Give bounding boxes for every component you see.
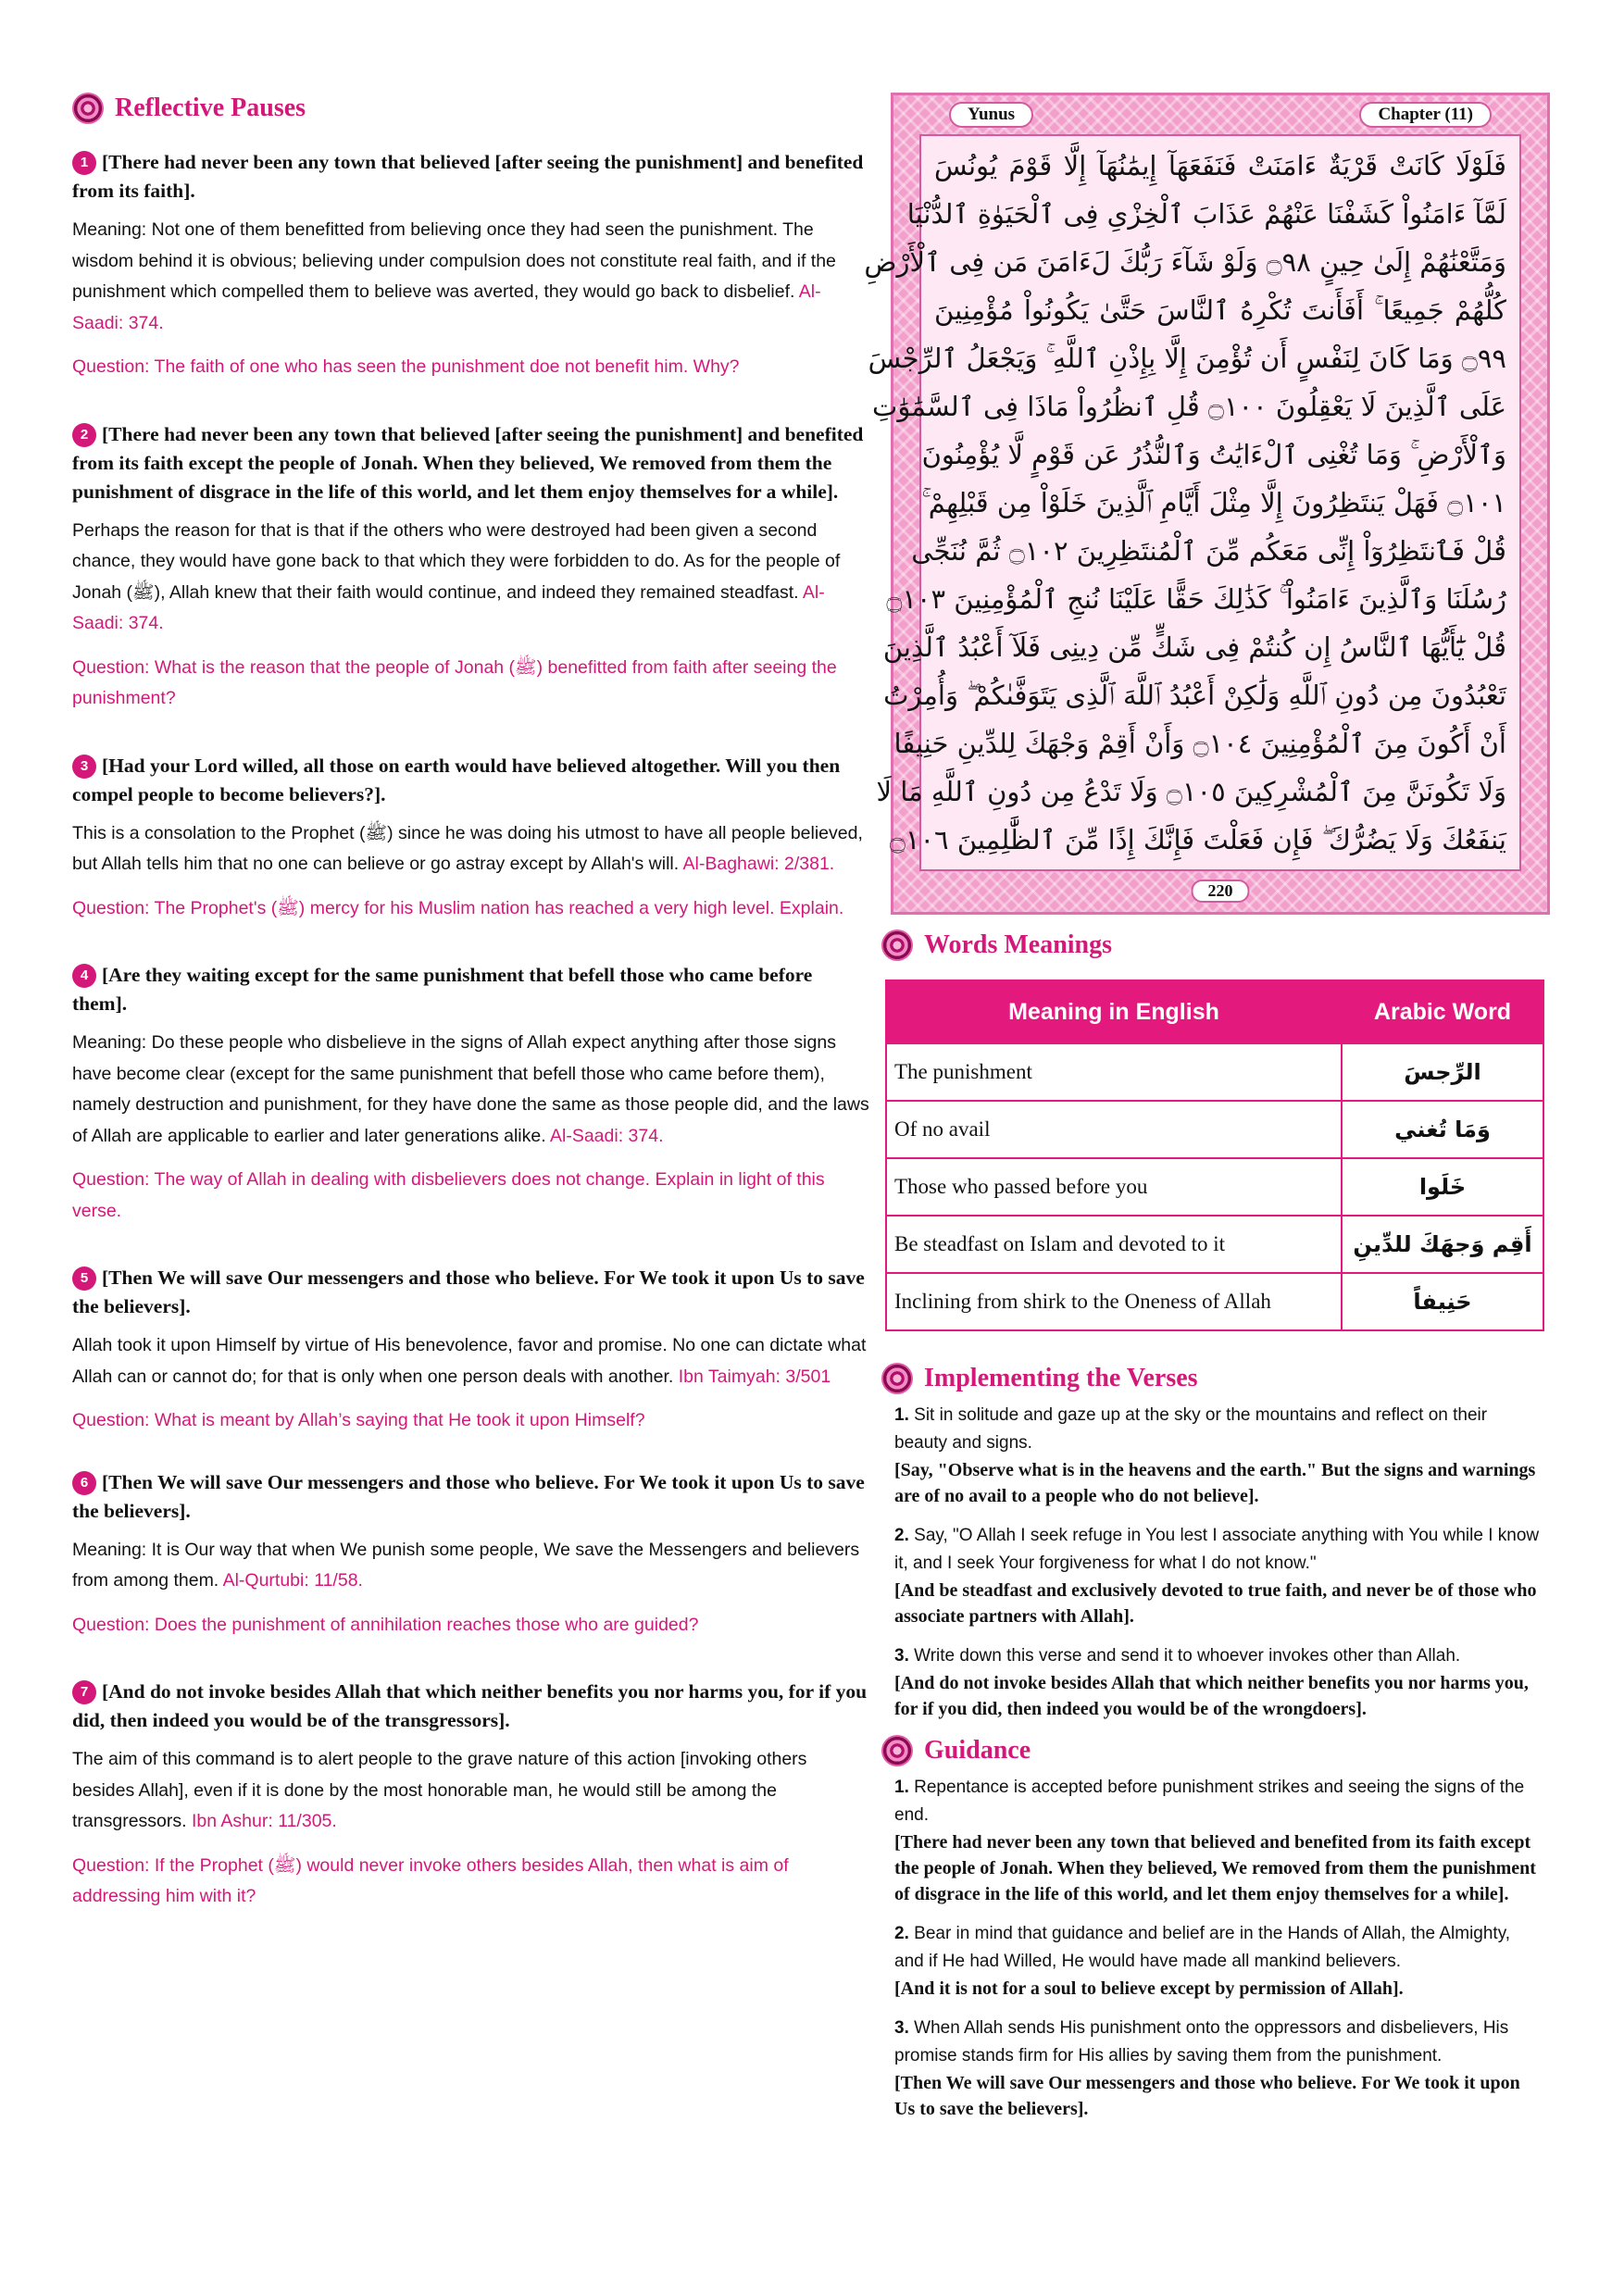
list-item — [894, 1774, 1543, 1907]
verse-quote: [And it is not for a soul to believe except by permission of Allah]. — [894, 1978, 1404, 1999]
quran-line: وَلَا تَكُونَنَّ مِنَ ٱلْمُشْرِكِينَ ۝١٠٥ وَلَا تَدْعُ مِن دُونِ ٱللَّهِ مَا لَا — [876, 776, 1506, 807]
quran-line: يَنفَعُكَ وَلَا يَضُرُّكَ ۖ فَإِن فَعَلْتَ فَإِنَّكَ إِذًا مِّنَ ٱلظَّٰلِمِينَ ۝١٠٦ — [889, 824, 1506, 855]
quran-line: ۝٩٩ وَمَا كَانَ لِنَفْسٍ أَن تُؤْمِنَ إِلَّا بِإِذْنِ ٱللَّهِ ۚ وَيَجْعَلُ ٱلرِّجْسَ — [868, 343, 1506, 374]
commentary-text: Meaning: Not one of them benefitted from believing once they had seen the punishment. The wisdom behind it is obvious; believing under compulsion does not constitute real faith, and if the punishment which compelled them to believe was averted, they would go back to disbelief. — [72, 219, 836, 302]
commentary — [72, 516, 870, 640]
table-row — [886, 1273, 1543, 1330]
english-meaning: Those who passed before you — [886, 1158, 1342, 1216]
reflection-item-3 — [72, 752, 870, 925]
quran-page-header — [949, 101, 1492, 129]
quran-line: عَلَى ٱلَّذِينَ لَا يَعْقِلُونَ ۝١٠٠ قُلِ ٱنظُرُواْ مَاذَا فِى ٱلسَّمَٰوَٰتِ — [872, 391, 1506, 422]
verse-quote: [There had never been any town that believed [after seeing the punishment] and benefited from its faith except the people of Jonah. When they believed, We removed from them the punishment of disgrace in the life of this world, and let them enjoy themselves for a while]. — [72, 422, 864, 503]
rosette-icon — [881, 930, 913, 961]
item-number: 1. — [894, 1778, 909, 1797]
commentary — [72, 1330, 870, 1392]
table-row — [886, 1101, 1543, 1158]
rosette-icon — [72, 93, 104, 124]
question: Question: The Prophet's (ﷺ) mercy for his Muslim nation has reached a very high level. Explain. — [72, 897, 844, 918]
quran-line: وَٱلْأَرْضِ ۚ وَمَا تُغْنِى ٱلْءَايَٰتُ وَٱلنُّذُرُ عَن قَوْمٍ لَّا يُؤْمِنُونَ — [921, 439, 1506, 470]
quran-text-frame — [864, 134, 1521, 871]
quran-line: أَنْ أَكُونَ مِنَ ٱلْمُؤْمِنِينَ ۝١٠٤ وَأَنْ أَقِمْ وَجْهَكَ لِلدِّينِ حَنِيفًا — [893, 728, 1506, 759]
table-row — [886, 1158, 1543, 1216]
verse-text — [72, 1468, 870, 1526]
list-item — [894, 1402, 1543, 1509]
page-number: 220 — [1192, 880, 1250, 903]
english-meaning: Inclining from shirk to the Oneness of Allah — [886, 1273, 1342, 1330]
verse-text — [72, 752, 870, 809]
verse-text — [72, 1678, 870, 1735]
source-reference: Al-Saadi: 374. — [72, 581, 825, 633]
verse-quote: [And do not invoke besides Allah that which neither benefits you nor harms you, for if you did, then indeed you would be of the transgressors]. — [72, 1680, 868, 1731]
item-number: 2. — [894, 1924, 909, 1943]
guidance-list — [894, 1774, 1543, 2122]
verse-text — [72, 961, 870, 1018]
verse-text — [72, 420, 870, 506]
commentary-text: The aim of this command is to alert people to the grave nature of this action [invoking others besides Allah], even if it is done by the most honorable man, he would still be among the transgressors. — [72, 1749, 807, 1831]
question: Question: What is the reason that the people of Jonah (ﷺ) benefitted from faith after seeing the punishment? — [72, 656, 837, 708]
source-reference: Al-Saadi: 374. — [550, 1125, 664, 1146]
section-title: Implementing the Verses — [924, 1364, 1198, 1392]
verse-quote: [Then We will save Our messengers and those who believe. For We took it upon Us to save the believers]. — [72, 1267, 865, 1317]
quran-line: قُلْ فَٱنتَظِرُوٓاْ إِنِّى مَعَكُم مِّنَ ٱلْمُنتَظِرِينَ ۝١٠٢ ثُمَّ نُنَجِّى — [911, 535, 1506, 567]
quran-line: ۝١٠١ فَهَلْ يَنتَظِرُونَ إِلَّا مِثْلَ أَيَّامِ ٱلَّذِينَ خَلَوْاْ مِن قَبْلِهِمْ ۚ — [921, 487, 1506, 518]
implementing-list — [894, 1402, 1543, 1722]
item-text: Repentance is accepted before punishment strikes and seeing the signs of the end. — [894, 1778, 1525, 1825]
quran-page — [864, 93, 1550, 915]
item-number: 1. — [894, 1405, 909, 1425]
rosette-icon — [881, 1735, 913, 1766]
right-column — [881, 930, 1548, 2135]
quran-line: كُلُّهُمْ جَمِيعًا ۚ أَفَأَنتَ تُكْرِهُ ٱلنَّاسَ حَتَّىٰ يَكُونُواْ مُؤْمِنِينَ — [934, 294, 1506, 326]
verse-quote: [Then We will save Our messengers and those who believe. For We took it upon Us to save the believers]. — [72, 1470, 865, 1522]
verse-quote: [Are they waiting except for the same punishment that befell those who came before them]. — [72, 964, 813, 1015]
commentary — [72, 1535, 870, 1597]
reflection-item-5 — [72, 1264, 870, 1437]
list-item — [894, 2015, 1543, 2122]
table-row — [886, 1216, 1543, 1273]
arabic-word: أَقِم وَجهَكَ للدِّينِ — [1342, 1216, 1543, 1273]
commentary-text: Perhaps the reason for that is that if the others who were destroyed had been given a second chance, they would have gone back to that which they were forbidden to do. As for the people of Jonah (ﷺ), Allah knew that their faith would continue, and indeed they remained steadfast. — [72, 519, 841, 603]
section-title: Guidance — [924, 1736, 1031, 1765]
words-meanings-heading — [881, 930, 1548, 961]
source-reference: Al-Baghawi: 2/381. — [682, 854, 835, 874]
section-title: Reflective Pauses — [115, 94, 306, 122]
commentary-text: Allah took it upon Himself by virtue of His benevolence, favor and promise. No one can dictate what Allah can or cannot do; for that is only when one person deals with another. — [72, 1335, 867, 1387]
item-number: 2. — [894, 1526, 909, 1545]
commentary-text: This is a consolation to the Prophet (ﷺ) since he was doing his utmost to have all people believed, but Allah tells him that no one can believe or go astray except by Allah's will. — [72, 822, 863, 874]
quran-line: قُلْ يَٰٓأَيُّهَا ٱلنَّاسُ إِن كُنتُمْ فِى شَكٍّ مِّن دِينِى فَلَآ أَعْبُدُ ٱلَّذِينَ — [882, 631, 1506, 663]
verse-quote: [Say, "Observe what is in the heavens and the earth." But the signs and warnings are of no avail to a people who do not believe]. — [894, 1460, 1536, 1506]
source-reference: Al-Qurtubi: 11/58. — [222, 1570, 363, 1591]
chapter-number: Chapter (11) — [1359, 102, 1492, 128]
verse-quote: [And be steadfast and exclusively devoted to true faith, and never be of those who associate partners with Allah]. — [894, 1580, 1537, 1627]
question: Question: The way of Allah in dealing with disbelievers does not change. Explain in light of this verse. — [72, 1169, 825, 1221]
verse-quote: [And do not invoke besides Allah that which neither benefits you nor harms you, for if you did, then indeed you would be of the wrongdoers]. — [894, 1673, 1529, 1719]
words-meanings-table — [885, 980, 1544, 1331]
question: Question: If the Prophet (ﷺ) would never invoke others besides Allah, then what is aim of addressing him with it? — [72, 1854, 789, 1906]
commentary — [72, 818, 870, 880]
english-meaning: The punishment — [886, 1043, 1342, 1101]
implementing-heading — [881, 1363, 1548, 1394]
verse-quote: [There had never been any town that believed and benefited from its faith except the people of Jonah. When they believed, We removed from them the punishment of disgrace in the life of this world, and let them enjoy themselves for a while]. — [894, 1832, 1536, 1904]
item-number: 6 — [72, 1471, 96, 1495]
question: Question: What is meant by Allah’s saying that He took it upon Himself? — [72, 1410, 645, 1430]
item-number: 2 — [72, 423, 96, 447]
quran-line: رُسُلَنَا وَٱلَّذِينَ ءَامَنُواْ ۚ كَذَٰلِكَ حَقًّا عَلَيْنَا نُنجِ ٱلْمُؤْمِنِينَ ۝١٠٣ — [886, 583, 1506, 615]
item-number: 3. — [894, 2018, 909, 2038]
commentary — [72, 1028, 870, 1152]
list-item — [894, 1920, 1543, 2002]
item-number: 7 — [72, 1680, 96, 1704]
reflection-item-4 — [72, 961, 870, 1227]
column-header-arabic: Arabic Word — [1342, 980, 1543, 1043]
item-number: 3. — [894, 1646, 909, 1666]
arabic-word: وَمَا تُغني — [1342, 1101, 1543, 1158]
commentary — [72, 1744, 870, 1838]
item-number: 1 — [72, 151, 96, 175]
source-reference: Al-Saadi: 374. — [72, 281, 821, 333]
quran-line: وَمَتَّعْنَٰهُمْ إِلَىٰ حِينٍ ۝٩٨ وَلَوْ شَآءَ رَبُّكَ لَءَامَنَ مَن فِى ٱلْأَرْضِ — [864, 246, 1506, 278]
source-reference: Ibn Ashur: 11/305. — [191, 1811, 337, 1831]
reflection-item-6 — [72, 1468, 870, 1641]
verse-text — [72, 1264, 870, 1321]
question: Question: The faith of one who has seen the punishment doe not benefit him. Why? — [72, 356, 740, 377]
section-title: Words Meanings — [924, 930, 1113, 959]
table-header-row — [886, 980, 1543, 1043]
verse-quote: [Had your Lord willed, all those on earth would have believed altogether. Will you then compel people to become believers?]. — [72, 754, 841, 805]
reflection-item-7 — [72, 1678, 870, 1913]
reflective-pauses-section — [72, 93, 870, 1950]
column-header-english: Meaning in English — [886, 980, 1342, 1043]
list-item — [894, 1522, 1543, 1629]
commentary-text: Meaning: Do these people who disbelieve in the signs of Allah expect anything after those signs have become clear (except for the same punishment that befell those who came before them), namely destruction and punishment, for they have done the same as those people did, and the laws of Allah are applicable to earlier and later generations alike. — [72, 1032, 869, 1146]
verse-quote: [There had never been any town that believed [after seeing the punishment] and benefited from its faith]. — [72, 151, 864, 202]
verse-text — [72, 148, 870, 206]
table-row — [886, 1043, 1543, 1101]
commentary — [72, 215, 870, 339]
quran-line: تَعْبُدُونَ مِن دُونِ ٱللَّهِ وَلَٰكِنْ أَعْبُدُ ٱللَّهَ ٱلَّذِى يَتَوَفَّىٰكُمْ ۖ وَأُمِرْتُ — [883, 680, 1506, 711]
english-meaning: Of no avail — [886, 1101, 1342, 1158]
item-number: 4 — [72, 964, 96, 988]
reflection-item-2 — [72, 420, 870, 715]
verse-quote: [Then We will save Our messengers and those who believe. For We took it upon Us to save the believers]. — [894, 2073, 1520, 2119]
surah-name: Yunus — [949, 102, 1033, 128]
arabic-word: خَلَوا — [1342, 1158, 1543, 1216]
list-item — [894, 1642, 1543, 1722]
quran-line: فَلَوْلَا كَانَتْ قَرْيَةٌ ءَامَنَتْ فَنَفَعَهَآ إِيمَٰنُهَآ إِلَّا قَوْمَ يُونُسَ — [934, 150, 1506, 181]
item-number: 3 — [72, 755, 96, 779]
source-reference: Ibn Taimyah: 3/501 — [678, 1366, 831, 1387]
item-text: Write down this verse and send it to whoever invokes other than Allah. — [914, 1646, 1461, 1666]
question: Question: Does the punishment of annihilation reaches those who are guided? — [72, 1614, 699, 1635]
english-meaning: Be steadfast on Islam and devoted to it — [886, 1216, 1342, 1273]
arabic-word: حَنِيفاً — [1342, 1273, 1543, 1330]
arabic-word: الرِّجسَ — [1342, 1043, 1543, 1101]
rosette-icon — [881, 1363, 913, 1394]
guidance-heading — [881, 1735, 1548, 1766]
item-number: 5 — [72, 1267, 96, 1291]
quran-line: لَمَّآ ءَامَنُواْ كَشَفْنَا عَنْهُمْ عَذَابَ ٱلْخِزْىِ فِى ٱلْحَيَوٰةِ ٱلدُّنْيَا — [906, 198, 1506, 230]
item-text: Say, "O Allah I seek refuge in You lest I associate anything with You while I know it, and I seek Your forgiveness for what I do not know." — [894, 1526, 1540, 1573]
commentary-text: Meaning: It is Our way that when We punish some people, We save the Messengers and believers from among them. — [72, 1539, 860, 1591]
reflective-pauses-heading — [72, 93, 870, 124]
item-text: Bear in mind that guidance and belief are in the Hands of Allah, the Almighty, and if He had Willed, He would have made all mankind believers. — [894, 1924, 1511, 1971]
item-text: When Allah sends His punishment onto the oppressors and disbelievers, His promise stands firm for His allies by saving them from the punishment. — [894, 2018, 1509, 2065]
item-text: Sit in solitude and gaze up at the sky or the mountains and reflect on their beauty and signs. — [894, 1405, 1488, 1453]
reflection-item-1 — [72, 148, 870, 383]
